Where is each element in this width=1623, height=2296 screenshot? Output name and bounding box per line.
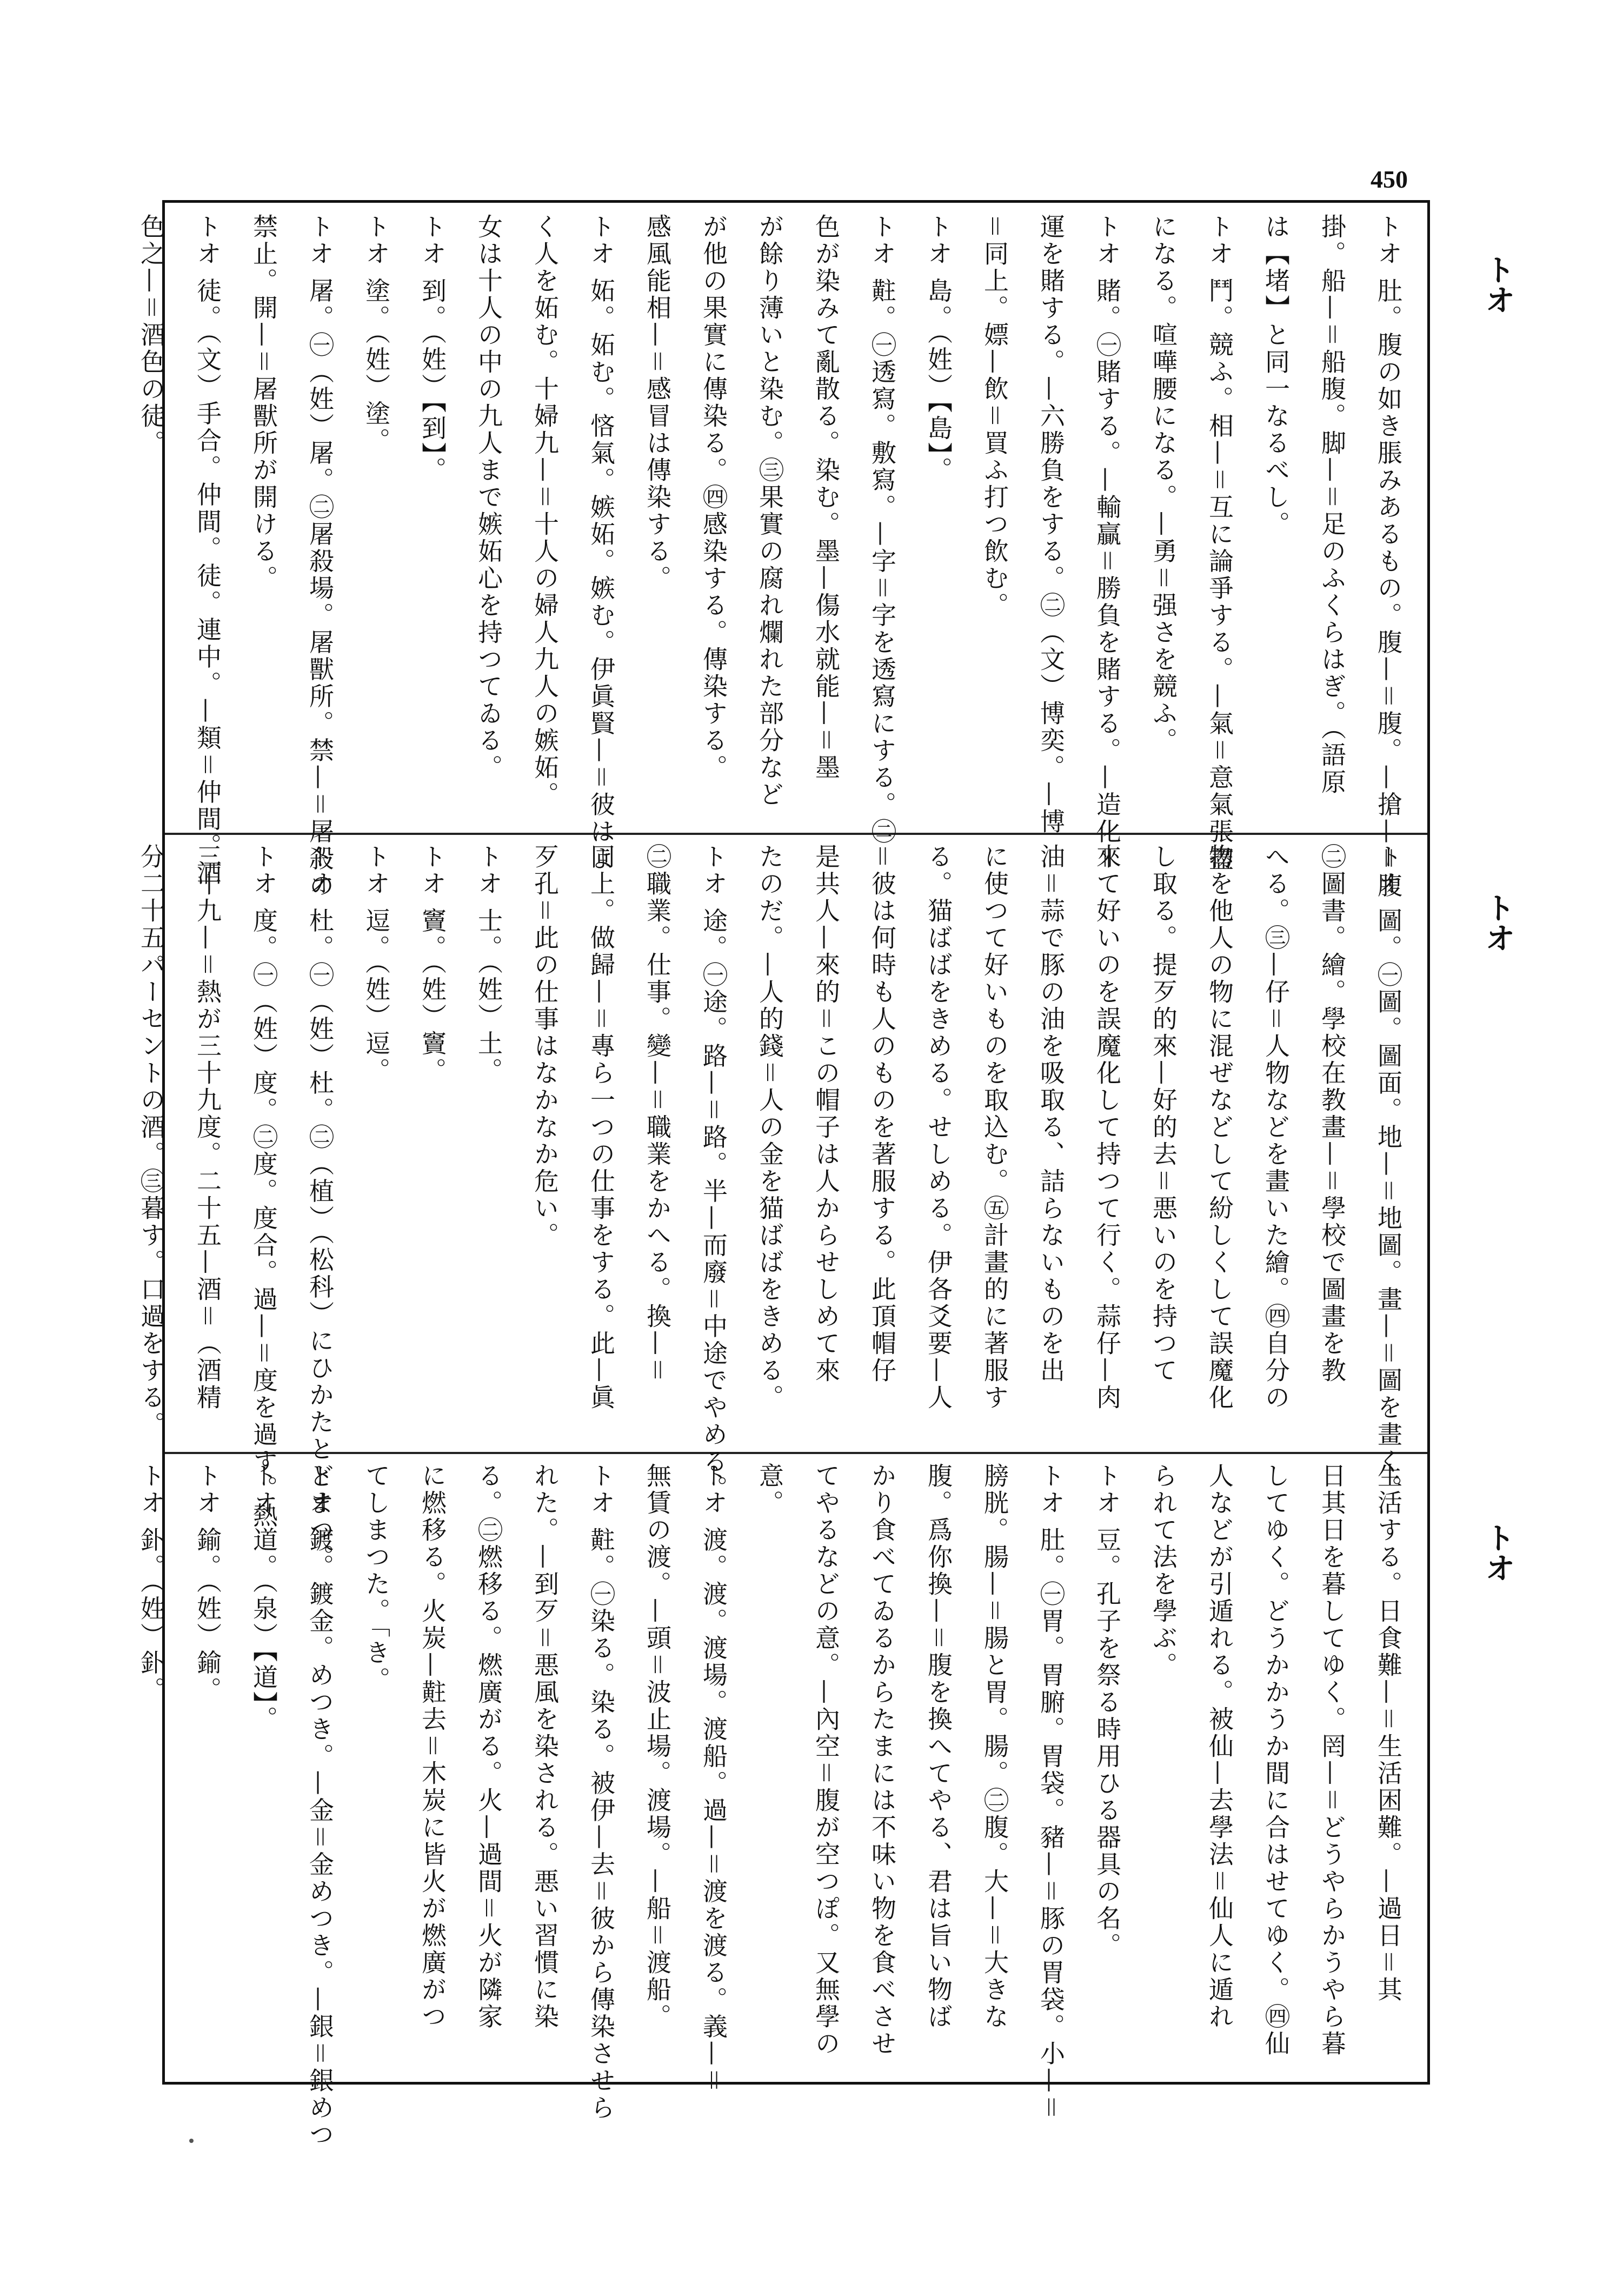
entry-line: 感風能相—＝感冒は傳染する。 <box>643 214 672 592</box>
entry-line: 生活する。日食難—＝生活困難。—過日＝其 <box>1374 1463 1403 2003</box>
entry-line: トオ 鍍。鍍金。めつき。—金＝金めつき。—銀＝銀めつ <box>305 1463 335 2149</box>
entry-line: に燃移る。火炭—黈去＝木炭に皆火が燃廣がつ <box>418 1463 447 2030</box>
entry-line: れた。—到歹＝悪風を染される。悪い習慣に染 <box>530 1463 560 2030</box>
page-number: 450 <box>1371 165 1408 193</box>
entry-line: トオ 度。㊀（姓）度。㊁度。度合。過—＝度を過す。熱 <box>249 844 278 1530</box>
entry-line: 分二十五パーセントの酒。㊂暮す。口過をする。 <box>137 844 166 1438</box>
entry-line: たのだ。—人的錢＝人の金を猫ばばをきめる。 <box>755 844 784 1411</box>
entry-line: てしまつた。「き。 <box>362 1463 391 1694</box>
entry-line: トオ 徒。（文）手合。仲間。徒。連中。—類＝仲間。酒 <box>193 214 222 887</box>
entry-line: し取る。提歹的來—好的去＝悪いのを持つて <box>1149 844 1178 1384</box>
entry-line: 歹孔＝此の仕事はなかなか危い。 <box>530 844 560 1249</box>
entry-line: へる。㊂—仔＝人物などを畫いた繪。㊃自分の <box>1261 844 1291 1411</box>
dictionary-frame <box>137 200 1430 2149</box>
entry-line: 色之—＝酒色の徒。 <box>137 214 166 457</box>
entry-line: トオ 妬。妬む。悋氣。嫉妬。嫉む。伊眞賢—＝彼はよ <box>587 214 616 873</box>
entry-line: 無賃の渡。—頭＝波止場。渡場。—船＝渡船。 <box>643 1463 672 2030</box>
entry-line: トオ 竇。（姓）竇。 <box>418 844 447 1085</box>
entry-line: ＝同上。嫖—飲＝買ふ打つ飲む。 <box>980 214 1009 619</box>
entry-line: トオ 鬥。競ふ。相—＝互に論爭する。—氣＝意氣張盡 <box>1205 214 1234 873</box>
header-kana-middle: トオ <box>1480 892 1515 953</box>
entry-line: トオ 到。（姓）【到】。 <box>418 214 447 484</box>
entry-line: かり食べてゐるからたまには不味い物を食べさせ <box>868 1463 897 2058</box>
entry-line: が他の果實に傳染る。㊃感染する。傳染する。 <box>699 214 728 781</box>
entry-line: トオ 賭。㊀賭する。—輸贏＝勝負を賭する。—造化＝ <box>1093 214 1122 873</box>
entry-line: に使つて好いものを取込む。㊄計畫的に著服す <box>980 844 1009 1411</box>
entries-section-top <box>137 208 1427 900</box>
entry-line: トオ 道。（泉）【道】。 <box>249 1463 278 1733</box>
entry-line: 意。 <box>755 1463 784 1517</box>
entry-line: 女は十人の中の九人まで嫉妬心を持つてゐる。 <box>474 214 503 781</box>
entry-line: してゆく。どうかかうか間に合はせてゆく。㊃仙 <box>1261 1463 1291 2058</box>
entry-line: 同上。做歸—＝專ら一つの仕事をする。此—眞 <box>587 844 616 1411</box>
entry-line: られて法を學ぶ。 <box>1149 1463 1178 1679</box>
entry-line: トオ 島。（姓）【島】。 <box>924 214 953 484</box>
entry-line: トオ 黈。㊀染る。染る。被伊—去＝彼から傳染させら <box>587 1463 616 2122</box>
entry-line: 運を賭する。—六勝負をする。㊁（文）博奕。—博 <box>1036 214 1066 835</box>
entry-line: になる。喧嘩腰になる。—勇＝强さを競ふ。 <box>1149 214 1178 754</box>
entry-line: てやるなどの意。—內空＝腹が空つぽ。又無學の <box>812 1463 841 2058</box>
entry-line: トオ 士。（姓）土。 <box>474 844 503 1085</box>
entry-line: る。猫ばばをきめる。せしめる。伊各爻要—人 <box>924 844 953 1411</box>
entry-line: 是共人—來的＝この帽子は人からせしめて來 <box>812 844 841 1384</box>
entry-line: る。㊁燃移る。燃廣がる。火—過間＝火が隣家 <box>474 1463 503 2030</box>
entry-line: 人などが引遁れる。被仙—去學法＝仙人に遁れ <box>1205 1463 1234 2030</box>
entry-line: ㊁圖書。繪。學校在教畫—＝學校で圖畫を教 <box>1318 844 1347 1384</box>
entry-line: トオ 肚。㊀胃。胃腑。胃袋。豬—＝豚の胃袋。小—＝ <box>1036 1463 1066 2122</box>
entry-line: トオ 逗。（姓）逗。 <box>362 844 391 1085</box>
entry-line: トオ 釙。（姓）釙。 <box>137 1463 166 1704</box>
entry-line: トオ 肚。腹の如き脹みあるもの。腹—＝腹。—搶—＝腹 <box>1374 214 1403 900</box>
entry-line: ㊁職業。仕事。變—＝職業をかへる。換—＝ <box>643 844 672 1384</box>
entry-line: トオ 塗。（姓）塗。 <box>362 214 391 455</box>
entry-line: トオ 杜。㊀（姓）杜。㊁（植）（松科）にひかたとどまつ。 <box>305 844 335 1571</box>
entry-line: 禁止。開—＝屠獸所が開ける。 <box>249 214 278 592</box>
entry-line: トオ 屠。㊀（姓）屠。㊁屠殺場。屠獸所。禁—＝屠殺の <box>305 214 335 900</box>
entry-line: 膀胱。腸—＝腸と胃。腸。㊁腹。大—＝大きな <box>980 1463 1009 2030</box>
entry-line: 物を他人の物に混ぜなどして紛しくして誤魔化 <box>1205 844 1234 1411</box>
entry-line: 油＝蒜で豚の油を吸取る、詰らないものを出 <box>1036 844 1066 1384</box>
section-divider <box>165 1452 1427 1454</box>
entry-line: 日其日を暮してゆく。罔—＝どうやらかうやら暮 <box>1318 1463 1347 2058</box>
entry-line: は【堵】と同一なるべし。 <box>1261 214 1291 538</box>
entries-section-bottom <box>137 1457 1427 2149</box>
entry-line: 掛。船—＝船腹。脚—＝足のふくらはぎ。（語原 <box>1318 214 1347 796</box>
entry-line: 三十九—＝熱が三十九度。二十五—酒＝（酒精 <box>193 844 222 1411</box>
header-kana-top: トオ <box>1480 254 1515 315</box>
entry-line: ＝彼は何時も人のものを著服する。此頂帽仔 <box>868 844 897 1384</box>
entry-line: 來て好いのを誤魔化して持つて行く。蒜仔—肉 <box>1093 844 1122 1411</box>
header-kana-bottom: トオ <box>1480 1522 1515 1583</box>
section-divider <box>165 833 1427 835</box>
entry-line: く人を妬む。十婦九—＝十人の婦人九人の嫉妬。 <box>530 214 560 808</box>
entry-line: トオ 圖。㊀圖。圖面。地—＝地圖。畫—＝圖を畫く。 <box>1374 844 1403 1503</box>
entry-line: 色が染みて亂散る。染む。墨—傷水就能—＝墨 <box>812 214 841 781</box>
entry-line: 腹。爲你換—＝腹を換へてやる、君は旨い物ば <box>924 1463 953 2030</box>
entry-line: トオ 渡。渡。渡場。渡船。過—＝渡を渡る。義—＝ <box>699 1463 728 2095</box>
entry-line: が餘り薄いと染む。㊂果實の腐れ爛れた部分など <box>755 214 784 808</box>
entry-line: トオ 黈。㊀透寫。敷寫。—字＝字を透寫にする。㊁ <box>868 214 897 846</box>
print-speck <box>189 2139 194 2143</box>
entry-line: トオ 鍮。（姓）鍮。 <box>193 1463 222 1704</box>
entry-line: トオ 途。㊀途。路—＝路。半—而廢＝中途でやめる。 <box>699 844 728 1503</box>
entry-line: トオ 豆。孔子を祭る時用ひる器具の名。 <box>1093 1463 1122 1960</box>
